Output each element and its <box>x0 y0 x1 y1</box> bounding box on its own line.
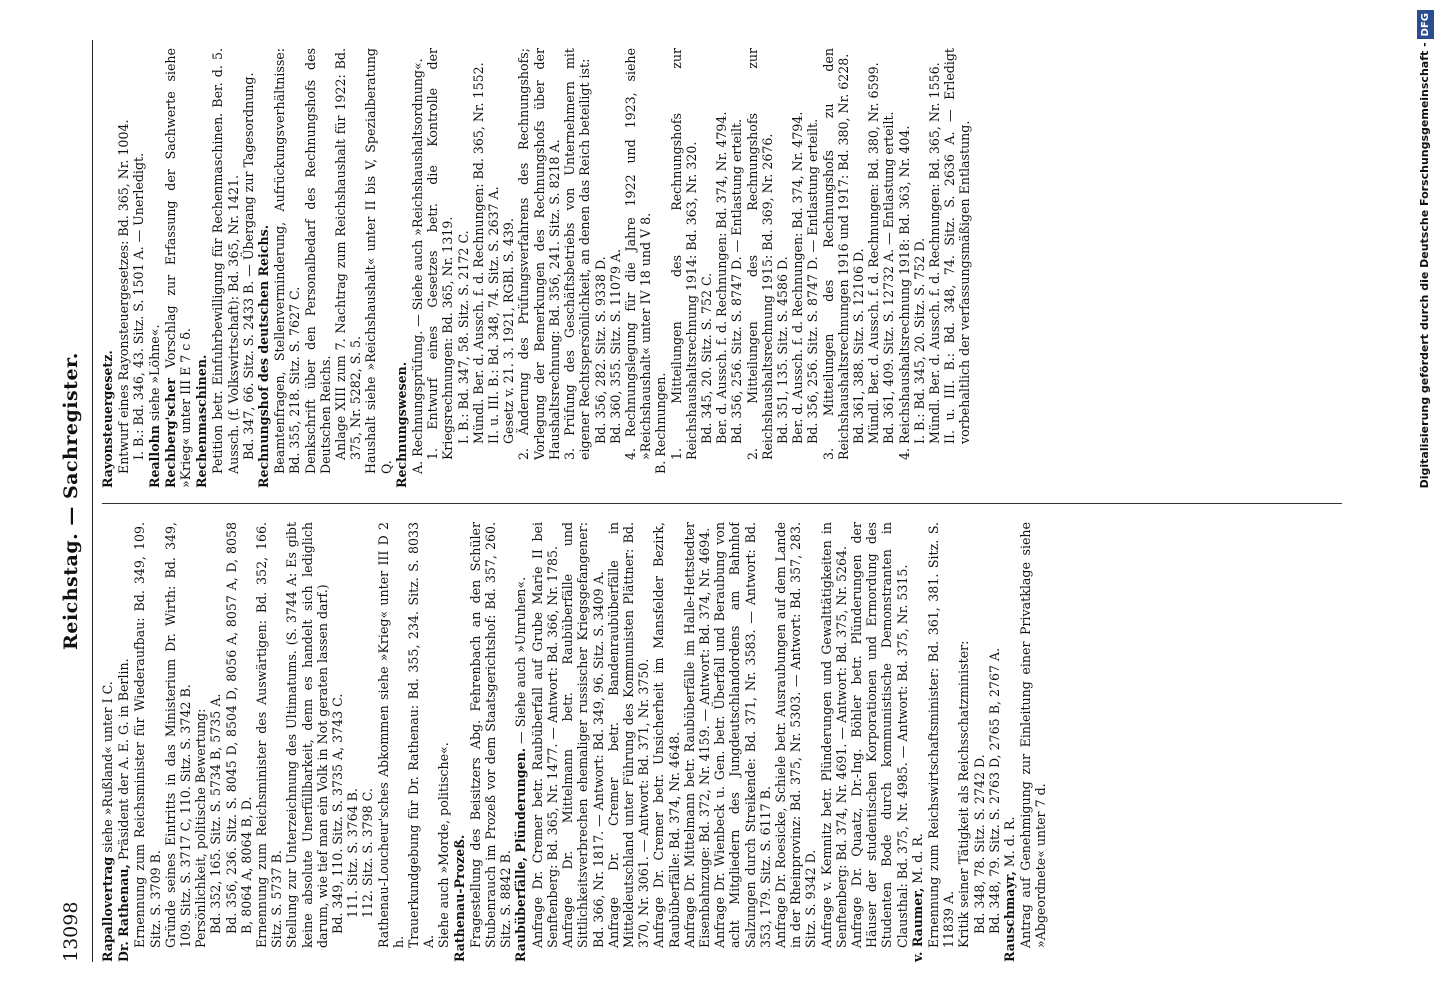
index-subentry: II. u. III. B.: Bd. 348, 74. Sitz. S. 2636 A. — Erledigt vorbehaltlich der verfassungsmäßigen Entlastung. <box>942 48 973 444</box>
index-subentry: 4. Rechnungslegung für die Jahre 1922 und 1923, siehe »Reichshaushalt« unter IV 18 und V 8. <box>622 48 654 460</box>
page-number: 13098 <box>60 901 82 962</box>
index-entry <box>452 522 467 962</box>
banner-text: Digitalisierung gefördert durch die Deutsche Forschungsgemeinschaft - <box>1418 42 1431 489</box>
index-entry <box>513 522 528 962</box>
index-subentry: 2. Mitteilungen des Rechnungshofs zur Reichshaushaltsrechnung 1915: Bd. 369, Nr. 2676. <box>744 48 775 460</box>
index-subentry: Anfrage Dr. Wienbeck u. Gen. betr. Überfall und Beraubung von acht Mitgliedern des Jungdeutschlandordens am Bahnhof Salzungen durch Streikende: Bd. 371, Nr. 3583. — Antwort: Bd. 353, 179. Sitz. S. 6117 B. <box>712 522 773 948</box>
index-entry <box>147 48 162 488</box>
index-subentry: Mündl. Ber. d. Aussch. f. d. Rechnungen: Bd. 380, Nr. 6599. <box>866 62 882 444</box>
entry-keyword: Rauschmayr, <box>1001 871 1017 962</box>
index-subentry: Rathenau-Loucheur'sches Abkommen siehe »Krieg« unter III D 2 h. <box>375 522 406 948</box>
index-subentry: 3. Prüfung des Geschäftsbetriebs von Unternehmern mit eigener Rechtspersönlichkeit, an denen das Reich beteiligt ist: <box>562 48 593 460</box>
index-subentry: Gründe seines Eintritts in das Ministerium Dr. Wirth: Bd. 349, 109. Sitz. S. 3717 C, 110. Sitz. S. 3742 B. <box>162 522 194 948</box>
index-subentry: Bd. 351, 135. Sitz. S. 4586 D. <box>774 256 790 444</box>
index-entry <box>910 522 925 962</box>
index-entry <box>163 48 193 488</box>
index-subentry: A. Rechnungsprüfung. — Siehe auch »Reichshaushaltsordnung«. <box>410 58 426 474</box>
index-subentry: 4. Reichshaushaltsrechnung 1918: Bd. 363, Nr. 404. <box>896 125 912 460</box>
index-subentry: Anfrage v. Kemnitz betr. Plünderungen und Gewalttätigkeiten in Senftenberg: Bd. 374, Nr. 4691. — Antwort: Bd. 375, Nr. 5264. <box>818 522 849 948</box>
page-header <box>58 40 88 962</box>
index-subentry: Anfrage Dr. Mittelmann betr. Raubüberfälle im Halle-Hettstedter Eisenbahnzuge: Bd. 372, Nr. 4159. — Antwort: Bd. 374, Nr. 4694. <box>681 522 712 948</box>
index-subentry: Ernennung zum Reichsminister des Auswärtigen: Bd. 352, 166. Sitz. S. 5737 B. <box>254 522 285 948</box>
index-subentry: Bd. 345, 20. Sitz. S. 752 C. <box>698 272 714 444</box>
left-column <box>100 522 1340 962</box>
dfg-logo: DFG <box>1417 10 1434 39</box>
entry-keyword: Rapallovertrag <box>100 856 115 962</box>
entry-keyword: Reallohn <box>146 425 162 488</box>
entry-keyword: Rechnungshof des deutschen Reichs. <box>256 224 272 488</box>
index-subentry: II. u. III. B.: Bd. 348, 74. Sitz. S. 2637 A. <box>486 186 502 444</box>
index-entry <box>256 48 271 488</box>
page-title: Reichstag. — Sachregister. <box>60 352 82 650</box>
index-subentry: Ber. d. Aussch. f. d. Rechnungen: Bd. 374, Nr. 4794. <box>714 111 730 444</box>
entry-keyword: Rayonsteuergesetz. <box>100 350 115 488</box>
index-subentry: 3. Mitteilungen des Rechnungshofs zu den Reichshaushaltsrechnungen 1916 und 1917: Bd. 380, Nr. 6228. <box>820 48 851 460</box>
entry-keyword: Raubüberfälle, Plünderungen. <box>513 747 529 962</box>
index-subentry: Persönlichkeit, politische Bewertung: <box>193 708 209 948</box>
index-subentry: 2. Änderung des Prüfungsverfahrens des Rechnungshofs; Vorlegung der Bemerkungen des Rechnungshofs über der Haushaltsrechnung: Bd. 356, 241. Sitz. S. 8218 A. <box>516 48 562 460</box>
index-subentry: B. Rechnungen. <box>653 372 669 474</box>
entry-keyword: v. Raumer, <box>909 887 925 962</box>
column-divider <box>102 503 1342 504</box>
entry-keyword: Rechnungswesen. <box>393 361 409 488</box>
index-subentry: Trauerkundgebung für Dr. Rathenau: Bd. 355, 234. Sitz. S. 8033 A. <box>406 522 437 948</box>
index-entry <box>116 522 131 962</box>
index-subentry: Bd. 356, 282. Sitz. S. 9338 D. <box>592 256 608 444</box>
index-subentry: Bd. 360, 355. Sitz. S. 11079 A. <box>607 248 623 444</box>
entry-keyword: Rechenmaschinen. <box>194 354 210 488</box>
index-subentry: Beamtenfragen, Stellenverminderung, Aufrückungsverhältnisse: Bd. 355, 218. Sitz. S. 7627 C. <box>272 48 303 474</box>
index-subentry: Stellung zur Unterzeichnung des Ultimatums. (S. 3744 A: Es gibt keine absolute Unerfüllbarkeit, denn es handelt sich lediglich darum, wie tief man ein Volk in Not geraten lassen darf.) <box>284 522 330 948</box>
index-entry <box>394 48 409 488</box>
index-entry <box>100 48 115 488</box>
index-subentry: Anlage XIII zum 7. Nachtrag zum Reichshaushalt für 1922: Bd. 375, Nr. 5282, S. 5. <box>333 48 364 460</box>
index-subentry: I. B.: Bd. 346, 43. Sitz. S. 1501 A. — Unerledigt. <box>131 152 147 460</box>
header-rule <box>92 40 93 962</box>
index-subentry: Ernennung zum Reichsminister für Wiederaufbau: Bd. 349, 109. Sitz. S. 3709 B. <box>132 522 163 948</box>
index-subentry: Petition betr. Einfuhrbewilligung für Rechenmaschinen. Ber. d. 5. Aussch. (f. Volkswirtschaft): Bd. 365, Nr. 1421. <box>210 48 241 474</box>
index-subentry: Bd. 348, 79. Sitz. S. 2763 D, 2765 B, 2767 A. <box>986 647 1002 934</box>
index-subentry: Kritik seiner Tätigkeit als Reichsschatzminister: <box>956 640 972 948</box>
index-subentry: Bd. 349, 110. Sitz. S. 3735 A, 3743 C. <box>330 693 346 934</box>
entry-keyword: Rechberg'scher <box>162 378 178 488</box>
index-subentry: 1. Mitteilungen des Rechnungshofs zur Reichshaushaltsrechnung 1914: Bd. 363, Nr. 320. <box>668 48 699 460</box>
index-subentry: Fragestellung des Beisitzers Abg. Fehrenbach an den Schüler Stubenrauch im Prozeß vor dem Staatsgerichtshof: Bd. 357, 260. Sitz. S. 8842 B. <box>467 522 514 948</box>
index-subentry: Bd. 356, 256. Sitz. S. 8747 D. — Entlastung erteilt. <box>805 118 821 444</box>
entry-text: siehe »Löhne«. <box>146 324 162 426</box>
index-subentry: Gesetz v. 21. 3. 1921, RGBl. S. 439. <box>501 218 517 444</box>
index-subentry: Bd. 361, 388. Sitz. S. 12106 D. <box>850 248 866 444</box>
index-subentry: Haushalt siehe »Reichshaushalt« unter II bis V, Spezialberatung Q. <box>363 48 394 474</box>
index-subentry: Anfrage Dr. Cremer betr. Unsicherheit im Mansfelder Bezirk, Raubüberfälle: Bd. 374, Nr. 4648. <box>651 522 682 948</box>
digitization-banner <box>1412 0 1434 1000</box>
page-content <box>58 40 1388 962</box>
entry-text: M. d. R. <box>1001 816 1017 872</box>
right-column <box>100 48 1340 488</box>
index-subentry: Anfrage Dr. Mittelmann betr. Raubüberfälle und Sittlichkeitsverbrechen ehemaliger russischer Kriegsgefangener: Bd. 366, Nr. 1817. — Antwort: Bd. 349, 96. Sitz. S. 3409 A. <box>560 522 606 948</box>
index-subentry: Denkschrift über den Personalbedarf des Rechnungshofs des Deutschen Reichs. <box>302 48 333 474</box>
index-entry <box>1002 522 1017 962</box>
index-subentry: 1. Entwurf eines Gesetzes betr. die Kontrolle der Kriegsrechnungen: Bd. 365, Nr. 1319. <box>425 48 456 460</box>
index-subentry: Anfrage Dr. Quaatz, Dr.-Ing. Böhler betr. Plünderungen der Häuser der studentischen Korporationen und Ermordung des Studenten Bode durch kommunistische Demonstranten in Clausthal: Bd. 375, Nr. 4985. — Antwort: Bd. 375, Nr. 5315. <box>848 522 910 948</box>
index-subentry: Bd. 352, 165. Sitz. S. 5734 B, 5735 A. <box>208 693 224 934</box>
entry-text: — Siehe auch »Unruhen«. <box>513 576 529 748</box>
index-subentry: Siehe auch »Morde, politische«. <box>436 742 452 948</box>
index-subentry: Bd. 347, 66. Sitz. S. 2433 B. — Übergang zur Tagesordnung. <box>240 72 256 460</box>
index-subentry: Anfrage Dr. Roesicke, Schiele betr. Ausraubungen auf dem Lande in der Rheinprovinz: Bd. 375, Nr. 5303. — Antwort: Bd. 357, 283. Sitz. S. 9342 D. <box>772 522 819 948</box>
index-subentry: Anfrage Dr. Cremer betr. Raubüberfall auf Grube Marie II bei Senftenberg: Bd. 365, Nr. 1477. — Antwort: Bd. 366, Nr. 1785. <box>529 522 560 948</box>
index-subentry: Antrag auf Genehmigung zur Einleitung einer Privatklage siehe »Abgeordnete« unter 7 d. <box>1018 522 1049 948</box>
index-subentry: Entwurf eines Rayonsteuergesetzes: Bd. 365, Nr. 1004. <box>116 119 132 474</box>
index-subentry: 112. Sitz. S. 3798 C. <box>360 788 376 918</box>
entry-keyword: Dr. Rathenau, <box>116 864 132 962</box>
index-subentry: 111. Sitz. S. 3764 B. <box>345 788 361 918</box>
index-subentry: Bd. 356, 236. Sitz. S. 8045 D, 8504 D, 8056 A, 8057 A, D, 8058 B, 8064 A, 8064 B, D. <box>223 522 254 934</box>
index-subentry: I. B.: Bd. 347, 58. Sitz. S. 2172 C. <box>455 230 471 444</box>
index-subentry: I. B.: Bd. 345, 20. Sitz. S. 752 D. <box>911 237 927 444</box>
index-subentry: Anfrage Dr. Cremer betr. Bandenraubüberfälle in Mitteldeutschland unter Führung des Kommunisten Plättner: Bd. 370, Nr. 3061. — Antwort: Bd. 371, Nr. 3750. <box>605 522 652 948</box>
index-subentry: Bd. 356, 256. Sitz. S. 8747 D. — Entlastung erteilt. <box>729 118 745 444</box>
index-subentry: Mündl. Ber. d. Aussch. f. d. Rechnungen: Bd. 365, Nr. 1556. <box>926 62 942 444</box>
entry-text: Präsident der A. E. G. in Berlin. <box>116 658 132 865</box>
index-subentry: Ernennung zum Reichswirtschaftsminister: Bd. 361, 381. Sitz. S. 11839 A. <box>925 522 957 948</box>
index-entry <box>194 48 209 488</box>
index-subentry: Ber. d. Aussch. f. d. Rechnungen: Bd. 374, Nr. 4794. <box>790 111 806 444</box>
entry-text: M. d. R. <box>909 833 925 888</box>
index-entry <box>100 522 115 962</box>
banner-text-wrap <box>1416 0 1434 1000</box>
index-subentry: Bd. 361, 409. Sitz. S. 12732 A. — Entlastung erteilt. <box>881 111 897 444</box>
entry-keyword: Rathenau-Prozeß. <box>451 834 467 962</box>
index-subentry: Mündl. Ber. d. Aussch. f. d. Rechnungen: Bd. 365, Nr. 1552. <box>470 62 486 444</box>
entry-text: Vorschlag zur Erfassung der Sachwerte siehe »Krieg« unter III E 7 c δ. <box>162 48 194 488</box>
index-subentry: Bd. 348, 78. Sitz. S. 2742 D. <box>971 754 987 934</box>
entry-text: siehe »Rußland« unter I C. <box>100 681 115 857</box>
